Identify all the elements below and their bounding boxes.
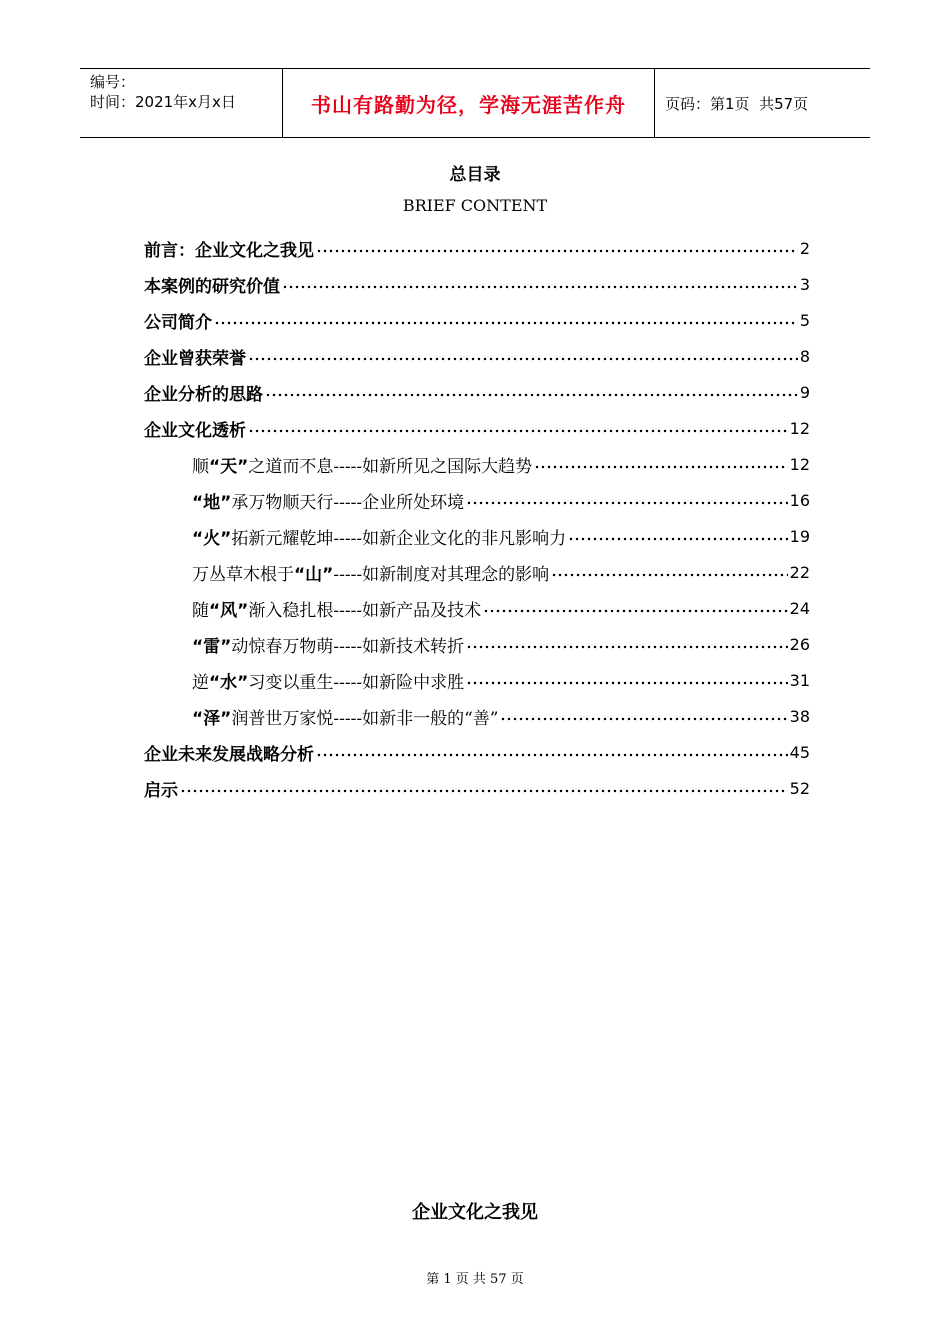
toc-entry-label-post: 渐入稳扎根-----如新产品及技术: [248, 600, 482, 621]
toc-entry-page: 8: [799, 346, 810, 366]
toc-entry-label-pre: 公司简介: [144, 312, 212, 333]
toc-entry[interactable]: [144, 626, 810, 662]
toc-entry-label-emphasis: “水”: [209, 672, 249, 693]
toc-entry-page: 2: [799, 238, 810, 258]
toc-entry[interactable]: [144, 374, 810, 410]
toc-entry-label: [192, 560, 549, 585]
toc-dot-leader: [214, 312, 798, 329]
page-footer: 第 1 页 共 57 页: [426, 1272, 524, 1287]
toc-entry-page: 16: [789, 490, 810, 510]
toc-entry-label-post: 之道而不息-----如新所见之国际大趋势: [248, 456, 533, 477]
toc-entry-label-emphasis: “山”: [294, 564, 334, 585]
toc-entry-label-pre: 前言：企业文化之我见: [144, 240, 314, 261]
toc-entry-label: [192, 632, 464, 657]
toc-entry-label-emphasis: “泽”: [192, 708, 232, 729]
toc-entry[interactable]: [144, 590, 810, 626]
toc-entry[interactable]: [144, 482, 810, 518]
section-title: 企业文化之我见: [412, 1202, 538, 1223]
toc-entry-label: [192, 704, 498, 729]
toc-entry-label: [144, 308, 212, 333]
toc-entry-label: [192, 488, 464, 513]
toc-entry[interactable]: [144, 734, 810, 770]
toc-entry[interactable]: [144, 266, 810, 302]
header-meta: [80, 69, 282, 137]
toc-entry[interactable]: [144, 230, 810, 266]
toc-entry-page: 12: [789, 454, 810, 474]
toc-dot-leader: [466, 636, 788, 653]
toc-entry-label: [192, 452, 532, 477]
toc-dot-leader: [534, 456, 788, 473]
toc-entry-label-pre: 启示: [144, 780, 178, 801]
toc-entry-label: [144, 272, 280, 297]
toc-dot-leader: [466, 672, 788, 689]
toc-entry-label: [144, 776, 178, 801]
toc-entry-page: 24: [789, 598, 810, 618]
toc-entry-label-post: 承万物顺天行-----企业所处环境: [231, 492, 465, 513]
toc-entry-label: [192, 596, 481, 621]
toc-entry-label-pre: 顺: [192, 456, 209, 477]
toc-entry-page: 5: [799, 310, 810, 330]
toc-entry[interactable]: [144, 554, 810, 590]
toc-entry-label-pre: 企业文化透析: [144, 420, 246, 441]
toc-entry-label-post: 动惊春万物萌-----如新技术转折: [231, 636, 465, 657]
toc-title: 总目录: [449, 165, 501, 185]
toc-entry-page: 52: [789, 778, 810, 798]
toc-entry-page: 3: [799, 274, 810, 294]
toc-entry-label: [144, 344, 246, 369]
toc-entry-label: [192, 524, 566, 549]
toc-entry[interactable]: [144, 446, 810, 482]
toc-entry[interactable]: [144, 770, 810, 806]
toc-entry-label-emphasis: “火”: [192, 528, 232, 549]
toc-dot-leader: [282, 276, 798, 293]
toc-dot-leader: [180, 780, 788, 797]
header-motto: 书山有路勤为径，学海无涯苦作舟: [311, 92, 626, 117]
toc-entry-label-pre: 企业未来发展战略分析: [144, 744, 314, 765]
toc-entry-label: [144, 236, 314, 261]
toc-entry-label-emphasis: “地”: [192, 492, 232, 513]
toc-entry[interactable]: [144, 662, 810, 698]
toc-dot-leader: [483, 600, 788, 617]
toc-entry-label: [144, 380, 263, 405]
toc-dot-leader: [466, 492, 788, 509]
toc-dot-leader: [316, 240, 798, 257]
toc-entry[interactable]: [144, 410, 810, 446]
toc-subtitle: BRIEF CONTENT: [402, 196, 548, 215]
toc-entry-page: 38: [789, 706, 810, 726]
toc-entry-label-post: -----如新制度对其理念的影响: [333, 564, 550, 585]
toc-entry-label: [144, 740, 314, 765]
toc-entry-page: 19: [789, 526, 810, 546]
toc-dot-leader: [568, 528, 788, 545]
table-of-contents: [144, 230, 810, 806]
toc-dot-leader: [551, 564, 788, 581]
toc-entry-label-pre: 本案例的研究价值: [144, 276, 280, 297]
toc-entry[interactable]: [144, 698, 810, 734]
toc-dot-leader: [248, 420, 788, 437]
toc-entry-label-post: 拓新元耀乾坤-----如新企业文化的非凡影响力: [231, 528, 567, 549]
time-label: 时间：2021年x月x日: [90, 93, 236, 111]
toc-entry-label: [144, 416, 246, 441]
toc-dot-leader: [265, 384, 798, 401]
toc-dot-leader: [248, 348, 798, 365]
toc-entry-label: [192, 668, 464, 693]
toc-entry-label-pre: 企业曾获荣誉: [144, 348, 246, 369]
toc-entry-label-pre: 逆: [192, 672, 209, 693]
toc-entry-label-pre: 随: [192, 600, 209, 621]
toc-entry-label-emphasis: “天”: [209, 456, 249, 477]
toc-entry-label-post: 习变以重生-----如新险中求胜: [248, 672, 465, 693]
header-page-info: 页码：第1页 共57页: [665, 94, 809, 113]
toc-entry-page: 9: [799, 382, 810, 402]
header-page-cell: [655, 69, 870, 137]
toc-entry-label-pre: 企业分析的思路: [144, 384, 263, 405]
toc-entry-label-pre: 万丛草木根于: [192, 564, 294, 585]
toc-dot-leader: [316, 744, 788, 761]
page-header: [80, 68, 870, 138]
header-motto-cell: [282, 69, 655, 137]
number-label: 编号：: [90, 73, 136, 91]
toc-entry-label-emphasis: “风”: [209, 600, 249, 621]
toc-entry-page: 12: [789, 418, 810, 438]
toc-entry[interactable]: [144, 518, 810, 554]
toc-dot-leader: [500, 708, 787, 725]
toc-entry[interactable]: [144, 338, 810, 374]
toc-entry-page: 31: [789, 670, 810, 690]
toc-entry-label-emphasis: “雷”: [192, 636, 232, 657]
toc-entry-page: 22: [789, 562, 810, 582]
toc-entry-label-post: 润普世万家悦-----如新非一般的“善”: [231, 708, 499, 729]
toc-entry-page: 26: [789, 634, 810, 654]
toc-entry[interactable]: [144, 302, 810, 338]
toc-entry-page: 45: [789, 742, 810, 762]
